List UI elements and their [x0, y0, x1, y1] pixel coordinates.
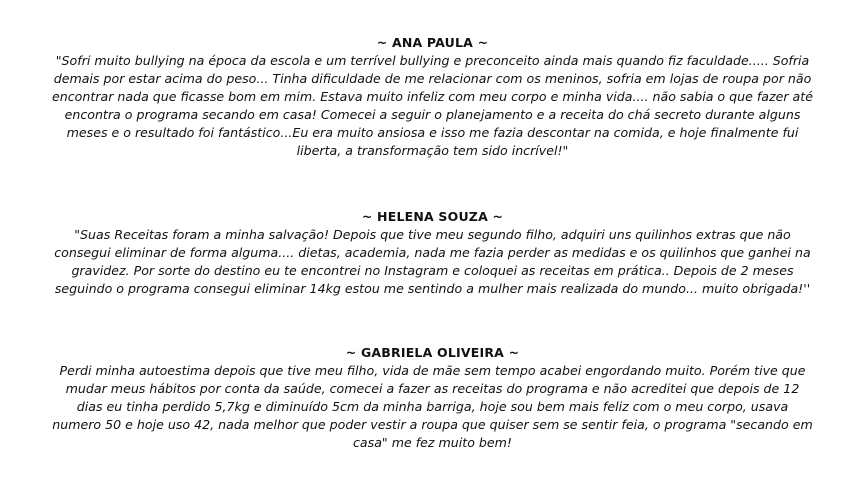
testimonial-gabriela-oliveira: [48, 344, 817, 452]
testimonial-ana-paula: [48, 34, 817, 160]
testimonial-quote: Perdi minha autoestima depois que tive meu filho, vida de mãe sem tempo acabei engordando muito. Porém tive que mudar meus hábitos por conta da saúde, comecei a fazer as receitas do programa e não acreditei que depois de 12 dias eu tinha perdido 5,7kg e diminuído 5cm da minha barriga, hoje sou bem mais feliz com o meu corpo, usava numero 50 e hoje uso 42, nada melhor que poder vestir a roupa que quiser sem se sentir feia, o programa "secando em casa" me fez muito bem!: [52, 363, 813, 450]
testimonial-author-name: ~ ANA PAULA ~: [376, 35, 489, 50]
testimonial-author-name: ~ GABRIELA OLIVEIRA ~: [345, 345, 520, 360]
testimonial-quote: "Suas Receitas foram a minha salvação! Depois que tive meu segundo filho, adquiri uns quilinhos extras que não consegui eliminar de forma alguma.... dietas, academia, nada me fazia perder as medidas e os quilinhos que ganhei na gravidez. Por sorte do destino eu te encontrei no Instagram e coloquei as receitas em prática.. Depois de 2 meses seguindo o programa consegui eliminar 14kg estou me sentindo a mulher mais realizada do mundo... muito obrigada!'': [54, 227, 811, 296]
testimonial-helena-souza: [48, 208, 817, 298]
testimonial-author-name: ~ HELENA SOUZA ~: [361, 209, 504, 224]
testimonial-quote: "Sofri muito bullying na época da escola e um terrível bullying e preconceito ainda mais quando fiz faculdade..... Sofria demais por estar acima do peso... Tinha dificuldade de me relacionar com os meninos, sofria em lojas de roupa por não encontrar nada que ficasse bom em mim. Estava muito infeliz com meu corpo e minha vida.... não sabia o que fazer até encontra o programa secando em casa! Comecei a seguir o planejamento e a receita do chá secreto durante alguns meses e o resultado foi fantástico...Eu era muito ansiosa e isso me fazia descontar na comida, e hoje finalmente fui liberta, a transformação tem sido incrível!": [52, 53, 813, 158]
